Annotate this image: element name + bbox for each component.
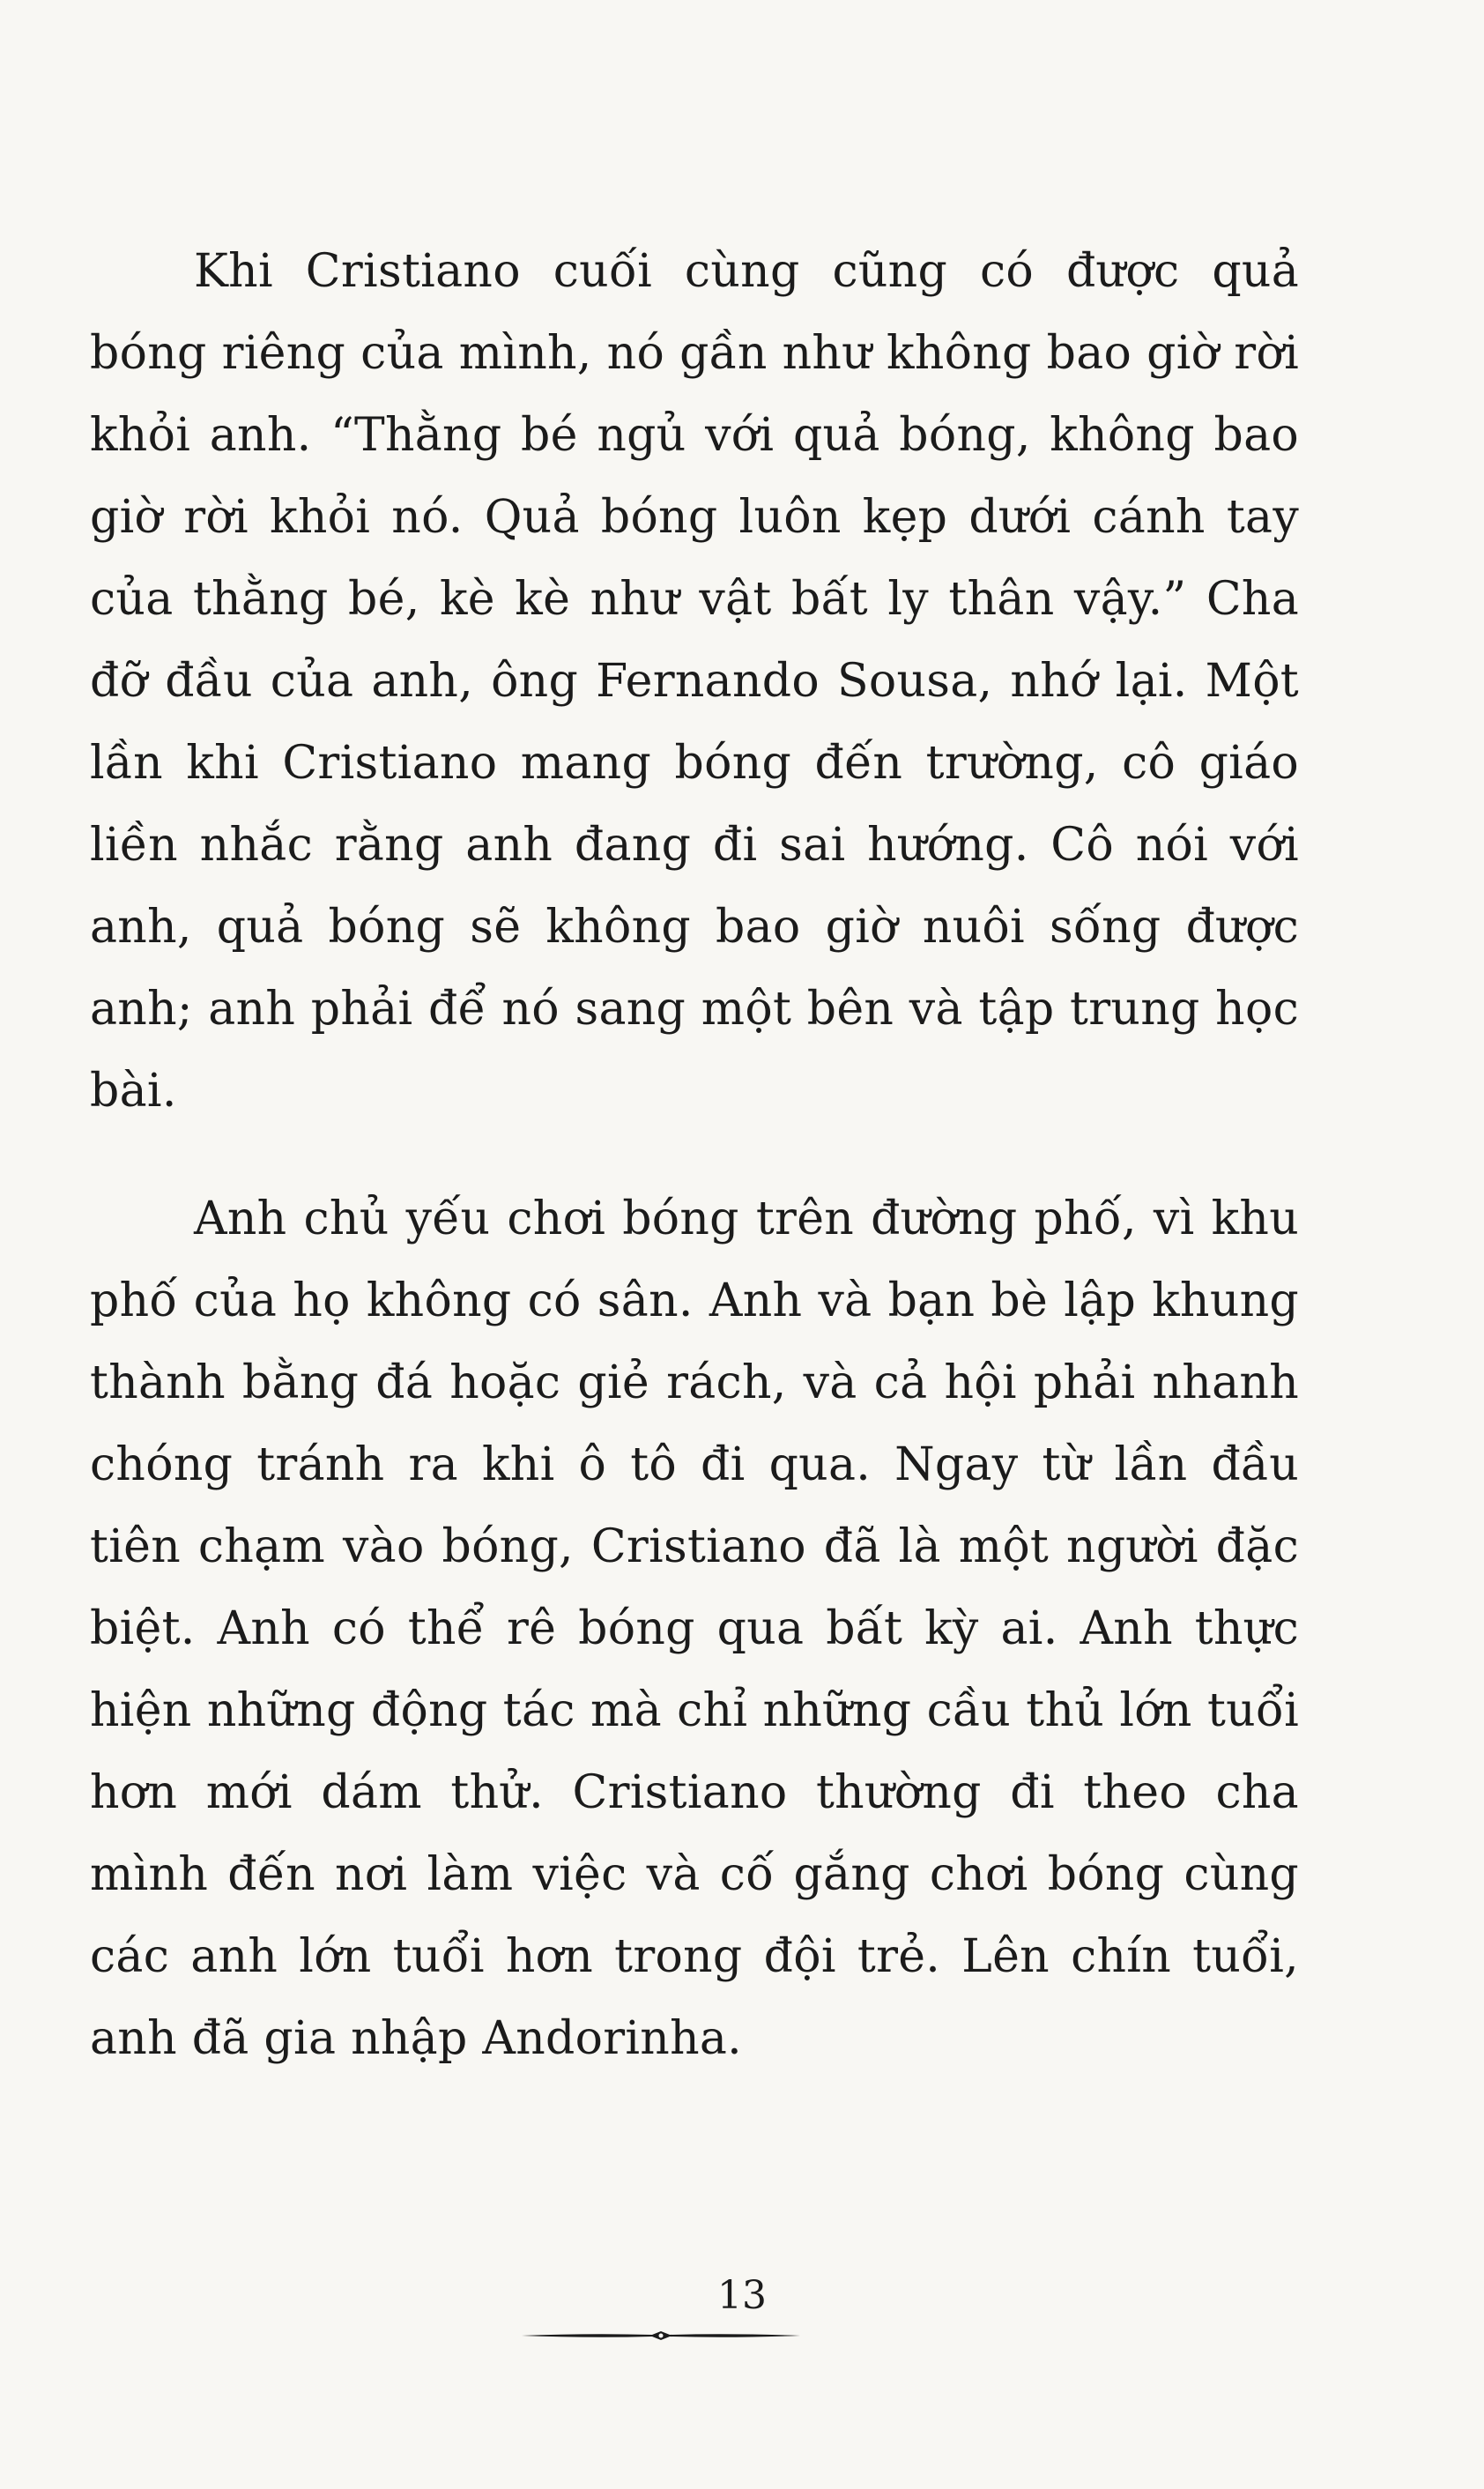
paragraph-1: Khi Cristiano cuối cùng cũng có được quả bóng riêng của mình, nó gần như không bao giờ rời khỏi anh. “Thằng bé ngủ với quả bóng, không bao giờ rời khỏi nó. Quả bóng luôn kẹp dưới cánh tay của thằng bé, kè kè như vật bất ly thân vậy.” Cha đỡ đầu của anh, ông Fernando Sousa, nhớ lại. Một lần khi Cristiano mang bóng đến trường, cô giáo liền nhắc rằng anh đang đi sai hướng. Cô nói với anh, quả bóng sẽ không bao giờ nuôi sống được anh; anh phải để nó sang một bên và tập trung học bài. <box>90 245 1299 1118</box>
page-footer <box>0 2270 1484 2322</box>
body-text <box>90 231 1299 2080</box>
page-ornament-divider <box>520 2329 802 2342</box>
page-number: 13 <box>717 2273 767 2318</box>
paragraph-2: Anh chủ yếu chơi bóng trên đường phố, vì khu phố của họ không có sân. Anh và bạn bè lập khung thành bằng đá hoặc giẻ rách, và cả hội phải nhanh chóng tránh ra khi ô tô đi qua. Ngay từ lần đầu tiên chạm vào bóng, Cristiano đã là một người đặc biệt. Anh có thể rê bóng qua bất kỳ ai. Anh thực hiện những động tác mà chỉ những cầu thủ lớn tuổi hơn mới dám thử. Cristiano thường đi theo cha mình đến nơi làm việc và cố gắng chơi bóng cùng các anh lớn tuổi hơn trong đội trẻ. Lên chín tuổi, anh đã gia nhập Andorinha. <box>90 1192 1299 2065</box>
